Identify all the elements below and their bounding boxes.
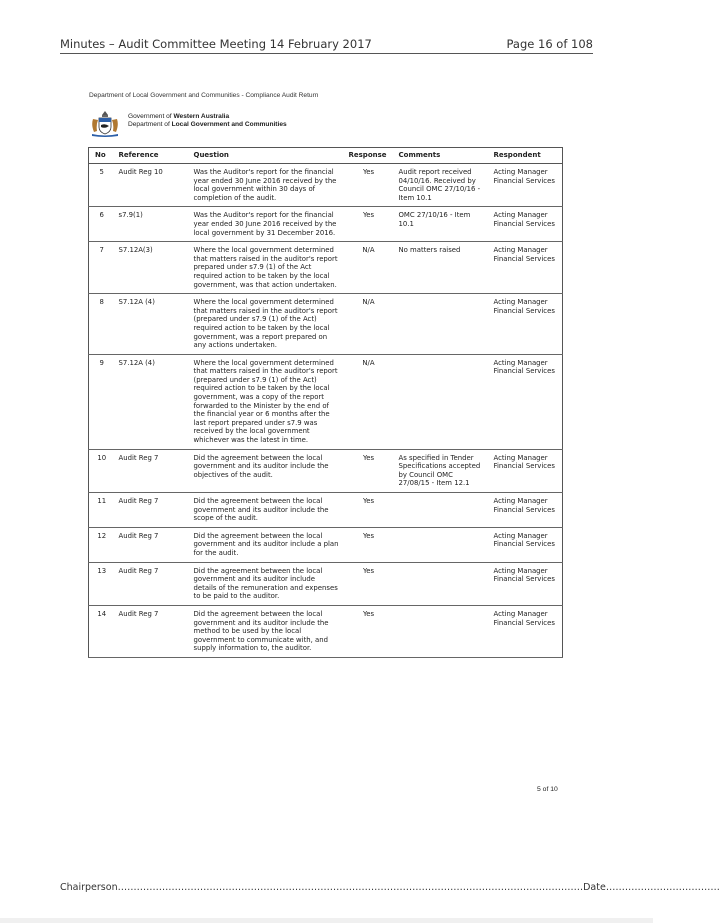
page-bottom-edge: [0, 918, 653, 923]
chairperson-label: Chairperson: [60, 882, 118, 893]
cell-no: 13: [89, 562, 113, 605]
cell-question: Where the local government determined that matters raised in the auditor's report (prepared under s7.9 (1) of the Act) required action to be taken by the local government, was a report prepared on any actions undertaken.: [188, 294, 343, 355]
cell-reference: S7.12A (4): [113, 294, 188, 355]
table-row: [89, 164, 563, 207]
cell-no: 8: [89, 294, 113, 355]
signature-line: [60, 882, 720, 893]
government-line: Government of Western Australia: [128, 113, 230, 120]
cell-question: Where the local government determined that matters raised in the auditor's report (prepared under s7.9 (1) of the Act) required action to be taken by the local government, was a copy of the report forwarded to the Minister by the end of the financial year or 6 months after the last report prepared under s7.9 was received by the local government whichever was the latest in time.: [188, 354, 343, 449]
cell-comments: Audit report received 04/10/16. Received by Council OMC 27/10/16 - Item 10.1: [393, 164, 488, 207]
table-row: [89, 207, 563, 242]
cell-reference: Audit Reg 7: [113, 527, 188, 562]
column-header-comments: Comments: [393, 148, 488, 164]
cell-response: N/A: [343, 354, 393, 449]
cell-no: 12: [89, 527, 113, 562]
cell-respondent: Acting Manager Financial Services: [488, 493, 563, 528]
cell-respondent: Acting Manager Financial Services: [488, 164, 563, 207]
cell-response: Yes: [343, 605, 393, 657]
table-row: [89, 294, 563, 355]
column-header-no: No: [89, 148, 113, 164]
cell-question: Did the agreement between the local government and its auditor include the method to be used by the local government to communicate with, and supply information to, the auditor.: [188, 605, 343, 657]
cell-reference: S7.12A (4): [113, 354, 188, 449]
wa-coat-of-arms-logo: [90, 110, 120, 137]
cell-respondent: Acting Manager Financial Services: [488, 294, 563, 355]
column-header-reference: Reference: [113, 148, 188, 164]
cell-comments: OMC 27/10/16 - Item 10.1: [393, 207, 488, 242]
table-row: [89, 449, 563, 492]
department-line: Department of Local Government and Communities: [128, 121, 287, 128]
cell-response: Yes: [343, 207, 393, 242]
cell-question: Did the agreement between the local government and its auditor include the scope of the audit.: [188, 493, 343, 528]
table-row: [89, 562, 563, 605]
cell-no: 9: [89, 354, 113, 449]
cell-question: Was the Auditor's report for the financial year ended 30 June 2016 received by the local government by 31 December 2016.: [188, 207, 343, 242]
cell-respondent: Acting Manager Financial Services: [488, 242, 563, 294]
state-name: Western Australia: [173, 113, 230, 120]
cell-response: N/A: [343, 294, 393, 355]
cell-no: 10: [89, 449, 113, 492]
cell-comments: No matters raised: [393, 242, 488, 294]
cell-comments: [393, 527, 488, 562]
compliance-audit-table: [88, 147, 563, 658]
header-page-number: Page 16 of 108: [506, 37, 593, 51]
cell-reference: Audit Reg 7: [113, 493, 188, 528]
cell-no: 14: [89, 605, 113, 657]
table-row: [89, 242, 563, 294]
table-row: [89, 493, 563, 528]
cell-respondent: Acting Manager Financial Services: [488, 562, 563, 605]
cell-reference: Audit Reg 7: [113, 562, 188, 605]
section-page-number: 5 of 10: [537, 786, 558, 793]
cell-reference: s7.9(1): [113, 207, 188, 242]
document-title: Department of Local Government and Communities - Compliance Audit Return: [89, 92, 319, 99]
cell-respondent: Acting Manager Financial Services: [488, 207, 563, 242]
cell-response: Yes: [343, 562, 393, 605]
cell-no: 7: [89, 242, 113, 294]
table-row: [89, 527, 563, 562]
department-name: Local Government and Communities: [171, 121, 287, 128]
cell-comments: [393, 562, 488, 605]
cell-respondent: Acting Manager Financial Services: [488, 527, 563, 562]
date-label: Date: [583, 882, 606, 893]
table-row: [89, 605, 563, 657]
cell-comments: As specified in Tender Specifications accepted by Council OMC 27/08/15 - Item 12.1: [393, 449, 488, 492]
cell-respondent: Acting Manager Financial Services: [488, 354, 563, 449]
cell-respondent: Acting Manager Financial Services: [488, 605, 563, 657]
column-header-question: Question: [188, 148, 343, 164]
cell-response: Yes: [343, 493, 393, 528]
date-dots: ………………………………: [605, 882, 720, 893]
cell-reference: S7.12A(3): [113, 242, 188, 294]
cell-response: N/A: [343, 242, 393, 294]
table-row: [89, 354, 563, 449]
cell-reference: Audit Reg 7: [113, 605, 188, 657]
cell-comments: [393, 294, 488, 355]
cell-question: Did the agreement between the local government and its auditor include details of the remuneration and expenses to be paid to the auditor.: [188, 562, 343, 605]
cell-comments: [393, 493, 488, 528]
cell-reference: Audit Reg 10: [113, 164, 188, 207]
cell-question: Did the agreement between the local government and its auditor include a plan for the audit.: [188, 527, 343, 562]
cell-reference: Audit Reg 7: [113, 449, 188, 492]
table-header-row: [89, 148, 563, 164]
cell-question: Was the Auditor's report for the financial year ended 30 June 2016 received by the local government within 30 days of completion of the audit.: [188, 164, 343, 207]
cell-question: Where the local government determined that matters raised in the auditor's report prepared under s7.9 (1) of the Act required action to be taken by the local government, was that action undertaken.: [188, 242, 343, 294]
cell-response: Yes: [343, 527, 393, 562]
cell-question: Did the agreement between the local government and its auditor include the objectives of the audit.: [188, 449, 343, 492]
cell-comments: [393, 354, 488, 449]
header-title: Minutes – Audit Committee Meeting 14 February 2017: [60, 37, 372, 51]
page-header: [60, 37, 593, 54]
cell-comments: [393, 605, 488, 657]
cell-no: 11: [89, 493, 113, 528]
column-header-response: Response: [343, 148, 393, 164]
cell-response: Yes: [343, 164, 393, 207]
chairperson-signature-dots: …………………………………………………………………………………………………………………………………: [117, 882, 584, 893]
cell-respondent: Acting Manager Financial Services: [488, 449, 563, 492]
column-header-respondent: Respondent: [488, 148, 563, 164]
cell-no: 5: [89, 164, 113, 207]
cell-response: Yes: [343, 449, 393, 492]
cell-no: 6: [89, 207, 113, 242]
